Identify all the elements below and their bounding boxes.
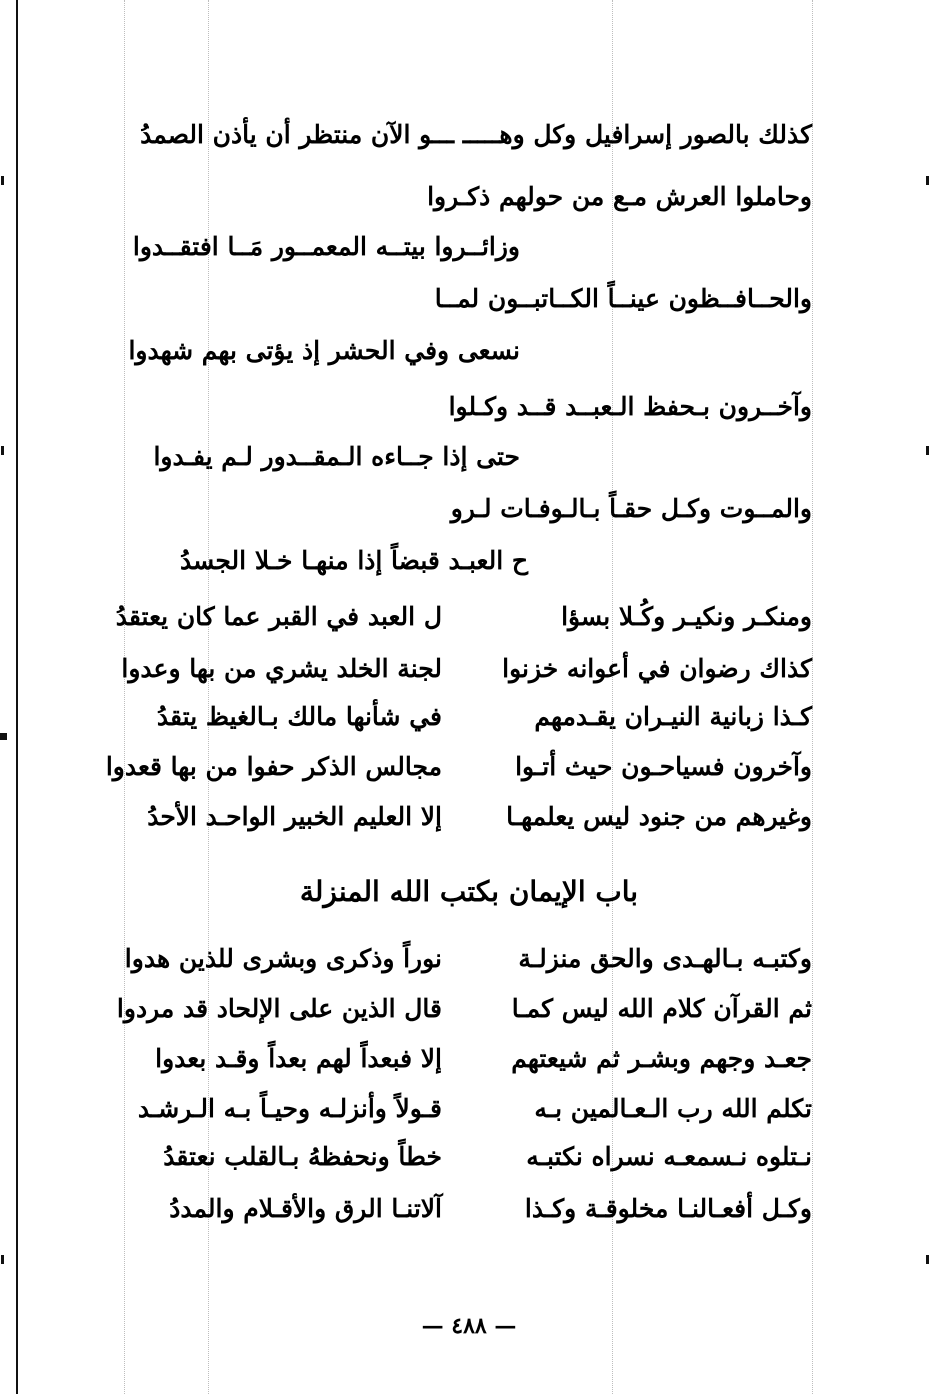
poem-line: ح العبـد قبضاً إذا منهـا خـلا الجسدُ [179,546,528,575]
scan-dotted-line [124,0,125,1394]
verse-right: وآخرون فسياحـون حيث أتـوا [515,752,812,781]
verse-left: مجالس الذكر حفوا من بها قعدوا [105,752,442,781]
margin-mark [0,733,7,740]
margin-mark [926,1255,929,1264]
page-number: — ٤٨٨ — [421,1313,517,1339]
verse-right: وكتبـه بـالهـدى والحق منزلـة [518,944,812,973]
verse-left: خطاً ونحفظهُ بـالقلب نعتقدُ [163,1142,442,1171]
verse-right: وكـل أفعـالنـا مخلوقـة وكـذا [524,1194,812,1223]
verse-left: إلا فبعداً لهم بعداً وقـد بعدوا [155,1044,442,1073]
verse-left: قال الذين على الإلحاد قد مردوا [116,994,442,1023]
poem-line: وحاملوا العرش مـع من حولهم ذكـروا [427,182,812,211]
margin-mark [926,446,929,455]
poem-line: وزائــروا بيتــه المعمــور مَــا افتقــدوا [132,232,520,261]
poem-line: كذلك بالصور إسرافيل وكل وهـــــ ـــو الآن منتظر أن يأذن الصمدُ [140,120,812,149]
verse-right: كـذا زبانية النيـران يقـدمهم [534,702,812,731]
verse-right: وغيرهم من جنود ليس يعلمهـا [506,802,812,831]
poem-line: نسعى وفي الحشر إذ يؤتى بهم شهدوا [128,336,520,365]
verse-left: لجنة الخلد يشري من بها وعدوا [121,654,442,683]
margin-mark [926,176,929,185]
verse-right: جعـد وجهم وبشـر ثم شيعتهم [511,1044,812,1073]
verse-left: ل العبد في القبر عما كان يعتقدُ [115,602,442,631]
verse-right: ثم القرآن كلام الله ليس كمـا [511,994,812,1023]
verse-right: نـتلوه نـسمعـه نسراه نكتبـه [526,1142,812,1171]
poem-line: والحــافــظون عينــاً الكــاتبــون لمــا [434,284,812,313]
scan-dotted-line [812,0,813,1394]
verse-left: نوراً وذكرى وبشرى للذين هدوا [124,944,442,973]
verse-left: في شأنها مالك بـالغيظ يتقدُ [156,702,442,731]
verse-left: إلا العليم الخبير الواحـد الأحدُ [147,802,442,831]
verse-left: قـولاً وأنزلـه وحيـاً بـه الـرشـد [137,1094,442,1123]
section-heading: باب الإيمان بكتب الله المنزلة [299,875,639,908]
poem-line: حتى إذا جــاءه الـمقــدور لـم يفـدوا [153,442,520,471]
verse-right: كذاك رضوان في أعوانه خزنوا [502,654,812,683]
margin-mark [1,1255,4,1264]
poem-line: وآخــرون بـحفظ الـعبــد قــد وكـلوا [448,392,812,421]
scan-dotted-line [208,0,209,1394]
left-margin-rule [16,0,18,1394]
margin-mark [1,446,4,455]
verse-right: ومنكـر ونكيـر وكُـلا بسؤا [561,602,812,631]
verse-left: آلاتنـا الرق والأقـلام والمددُ [169,1194,442,1223]
verse-right: تكلم الله رب الـعـالمين بـه [534,1094,812,1123]
poem-line: والمــوت وكـل حقـاً بـالـوفـات لـرو [450,494,812,523]
margin-mark [1,176,4,185]
